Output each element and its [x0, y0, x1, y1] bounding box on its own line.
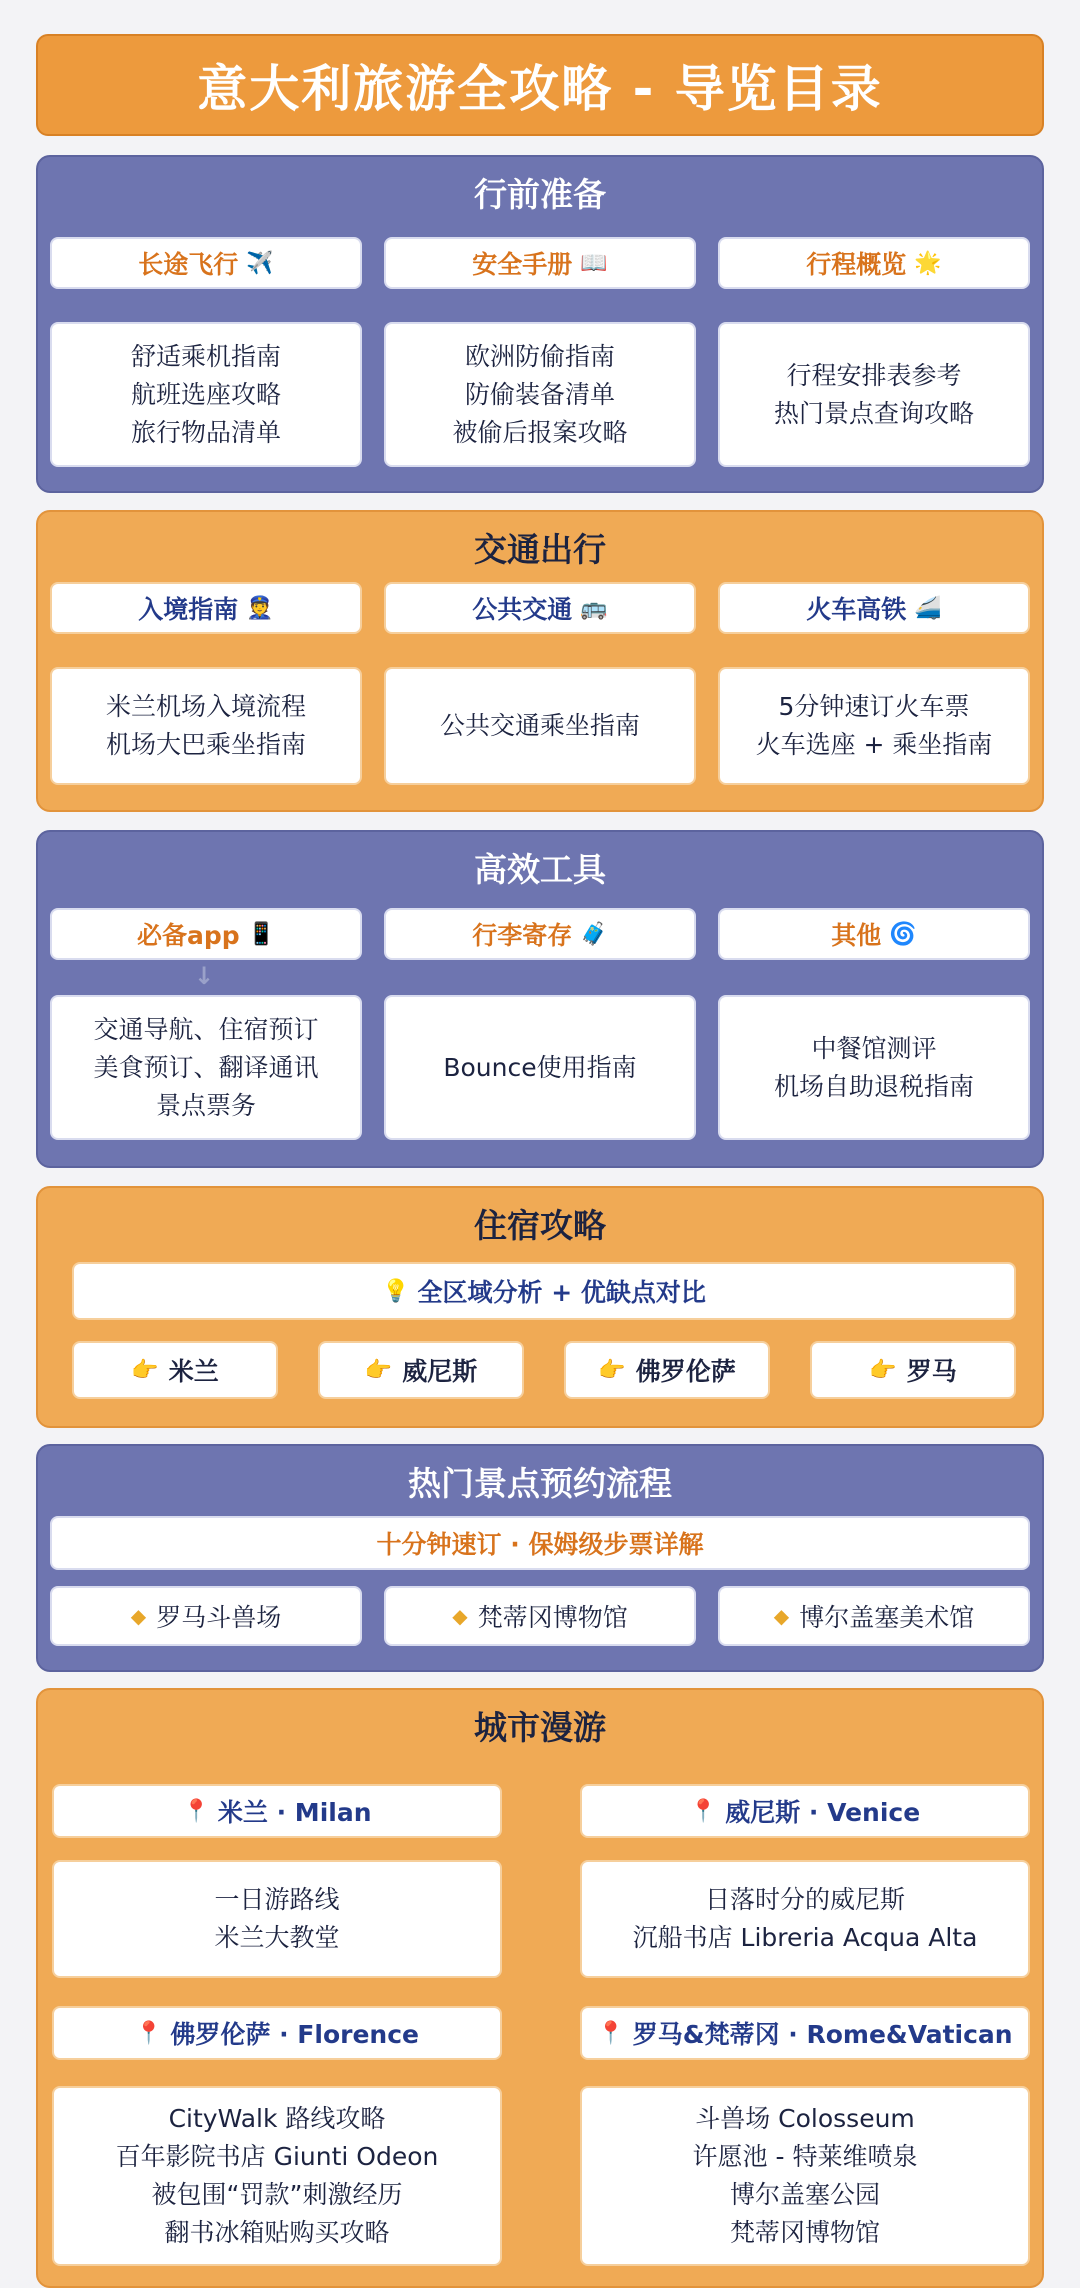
category-label: 长途飞行: [138, 250, 239, 279]
train-icon: 🚄: [914, 595, 942, 621]
city-walk-venice[interactable]: [580, 1784, 1030, 1838]
card-public-transport[interactable]: [384, 667, 696, 785]
category-label: 安全手册: [472, 250, 573, 279]
section-attractions: [36, 1444, 1044, 1672]
card-line: 梵蒂冈博物馆: [729, 2218, 880, 2247]
city-chip-venice[interactable]: [318, 1341, 524, 1399]
card-line: 5分钟速订火车票: [778, 692, 970, 721]
city-chip-milan[interactable]: [72, 1341, 278, 1399]
category-label: 公共交通: [472, 595, 573, 624]
card-line: 机场自助退税指南: [773, 1071, 974, 1101]
category-label: 行程概览: [806, 250, 907, 279]
pin-icon: 📍: [597, 2020, 625, 2046]
section-city-walks: [36, 1688, 1044, 2288]
banner-label: 全区域分析 + 优缺点对比: [417, 1278, 706, 1307]
card-line: 中餐馆测评: [811, 1033, 937, 1063]
card-line: 景点票务: [155, 1090, 256, 1120]
city-label: 威尼斯: [402, 1357, 478, 1386]
diamond-icon: ◆: [130, 1604, 147, 1628]
site-borghese-gallery[interactable]: [718, 1586, 1030, 1646]
pin-icon: 📍: [182, 1798, 210, 1824]
card-itinerary[interactable]: [718, 322, 1030, 467]
card-line: 旅行物品清单: [130, 417, 281, 447]
card-line: 米兰大教堂: [214, 1923, 340, 1952]
category-long-flight[interactable]: [50, 237, 362, 289]
section-title: 住宿攻略: [474, 1206, 606, 1245]
card-line: 航班选座攻略: [130, 379, 281, 409]
card-line: 日落时分的威尼斯: [704, 1885, 905, 1914]
accommodation-banner[interactable]: [72, 1262, 1016, 1320]
card-line: 博尔盖塞公园: [729, 2180, 880, 2209]
category-itinerary[interactable]: [718, 237, 1030, 289]
pointing-hand-icon: 👉: [869, 1357, 897, 1383]
card-venice[interactable]: [580, 1860, 1030, 1978]
pin-icon: 📍: [135, 2020, 163, 2046]
card-line: 许愿池 - 特莱维喷泉: [692, 2142, 918, 2171]
banner-label: 十分钟速订 · 保姆级步票详解: [376, 1530, 704, 1559]
card-other[interactable]: [718, 995, 1030, 1140]
luggage-icon: 🧳: [580, 921, 608, 947]
city-label: 罗马&梵蒂冈 · Rome&Vatican: [632, 2020, 1013, 2049]
card-line: 欧洲防偷指南: [464, 341, 615, 371]
card-long-flight[interactable]: [50, 322, 362, 467]
site-vatican-museums[interactable]: [384, 1586, 696, 1646]
card-luggage[interactable]: [384, 995, 696, 1140]
card-line: 热门景点查询攻略: [773, 398, 974, 428]
card-rome-vatican[interactable]: [580, 2086, 1030, 2266]
category-train[interactable]: [718, 582, 1030, 634]
category-label: 火车高铁: [806, 595, 907, 624]
officer-icon: 👮: [246, 595, 274, 621]
card-line: 美食预订、翻译通讯: [93, 1052, 319, 1082]
card-line: 火车选座 + 乘坐指南: [755, 730, 993, 759]
card-line: 斗兽场 Colosseum: [695, 2104, 915, 2133]
category-other[interactable]: [718, 908, 1030, 960]
category-public-transport[interactable]: [384, 582, 696, 634]
city-label: 佛罗伦萨: [635, 1357, 736, 1386]
city-walk-florence[interactable]: [52, 2006, 502, 2060]
card-line: Bounce使用指南: [443, 1052, 637, 1082]
card-line: 百年影院书店 Giunti Odeon: [115, 2142, 439, 2171]
book-icon: 📖: [580, 250, 608, 276]
card-line: 被偷后报案攻略: [452, 417, 628, 447]
lightbulb-icon: 💡: [382, 1278, 410, 1304]
card-line: 行程安排表参考: [786, 360, 962, 390]
card-line: 翻书冰箱贴购买攻略: [164, 2218, 390, 2247]
site-label: 梵蒂冈博物馆: [477, 1603, 628, 1632]
city-label: 佛罗伦萨 · Florence: [170, 2020, 419, 2049]
bus-icon: 🚌: [580, 595, 608, 621]
category-luggage[interactable]: [384, 908, 696, 960]
page-title: 意大利旅游全攻略 - 导览目录: [36, 34, 1044, 136]
section-title: 行前准备: [474, 175, 606, 214]
section-title: 交通出行: [474, 530, 606, 569]
card-line: 沉船书店 Libreria Acqua Alta: [632, 1923, 978, 1952]
section-title: 热门景点预约流程: [408, 1464, 672, 1503]
category-label: 必备app: [136, 921, 240, 950]
card-line: 被包围“罚款”刺激经历: [151, 2180, 403, 2209]
airplane-icon: ✈️: [246, 250, 274, 276]
phone-icon: 📱: [247, 921, 276, 947]
pin-icon: 📍: [689, 1798, 718, 1824]
section-transport: [36, 510, 1044, 812]
sparkle-icon: 🌟: [914, 250, 942, 276]
city-label: 米兰 · Milan: [217, 1798, 372, 1827]
card-train[interactable]: [718, 667, 1030, 785]
diamond-icon: ◆: [452, 1604, 468, 1628]
section-title: 高效工具: [474, 850, 606, 889]
site-colosseum[interactable]: [50, 1586, 362, 1646]
city-label: 罗马: [906, 1357, 957, 1386]
diamond-icon: ◆: [773, 1604, 790, 1628]
city-walk-rome-vatican[interactable]: [580, 2006, 1030, 2060]
city-label: 米兰: [168, 1357, 219, 1386]
card-line: CityWalk 路线攻略: [168, 2104, 386, 2133]
section-tools: [36, 830, 1044, 1168]
city-walk-milan[interactable]: [52, 1784, 502, 1838]
site-label: 罗马斗兽场: [156, 1603, 282, 1632]
category-label: 其他: [831, 921, 882, 950]
down-arrow-icon: ↓: [194, 962, 215, 990]
section-title: 城市漫游: [474, 1708, 606, 1747]
section-pre-trip: [36, 155, 1044, 493]
card-florence[interactable]: [52, 2086, 502, 2266]
card-apps[interactable]: [50, 995, 362, 1140]
card-line: 防偷装备清单: [464, 379, 615, 409]
card-line: 米兰机场入境流程: [105, 692, 306, 721]
card-line: 舒适乘机指南: [130, 341, 281, 371]
card-line: 公共交通乘坐指南: [439, 711, 640, 740]
category-safety[interactable]: [384, 237, 696, 289]
section-accommodation: [36, 1186, 1044, 1428]
category-label: 入境指南: [138, 595, 239, 624]
pointing-hand-icon: 👉: [598, 1357, 626, 1383]
city-chip-rome[interactable]: [810, 1341, 1016, 1399]
pointing-hand-icon: 👉: [364, 1357, 393, 1383]
spiral-icon: 🌀: [889, 921, 917, 947]
city-label: 威尼斯 · Venice: [725, 1798, 921, 1827]
card-entry[interactable]: [50, 667, 362, 785]
pointing-hand-icon: 👉: [131, 1357, 159, 1383]
booking-banner[interactable]: [50, 1516, 1030, 1570]
category-label: 行李寄存: [472, 921, 573, 950]
category-apps[interactable]: [50, 908, 362, 960]
site-label: 博尔盖塞美术馆: [799, 1603, 975, 1632]
city-chip-florence[interactable]: [564, 1341, 770, 1399]
card-milan[interactable]: [52, 1860, 502, 1978]
card-safety[interactable]: [384, 322, 696, 467]
card-line: 一日游路线: [214, 1885, 340, 1914]
card-line: 交通导航、住宿预订: [93, 1014, 319, 1044]
card-line: 机场大巴乘坐指南: [105, 730, 306, 759]
category-entry[interactable]: [50, 582, 362, 634]
